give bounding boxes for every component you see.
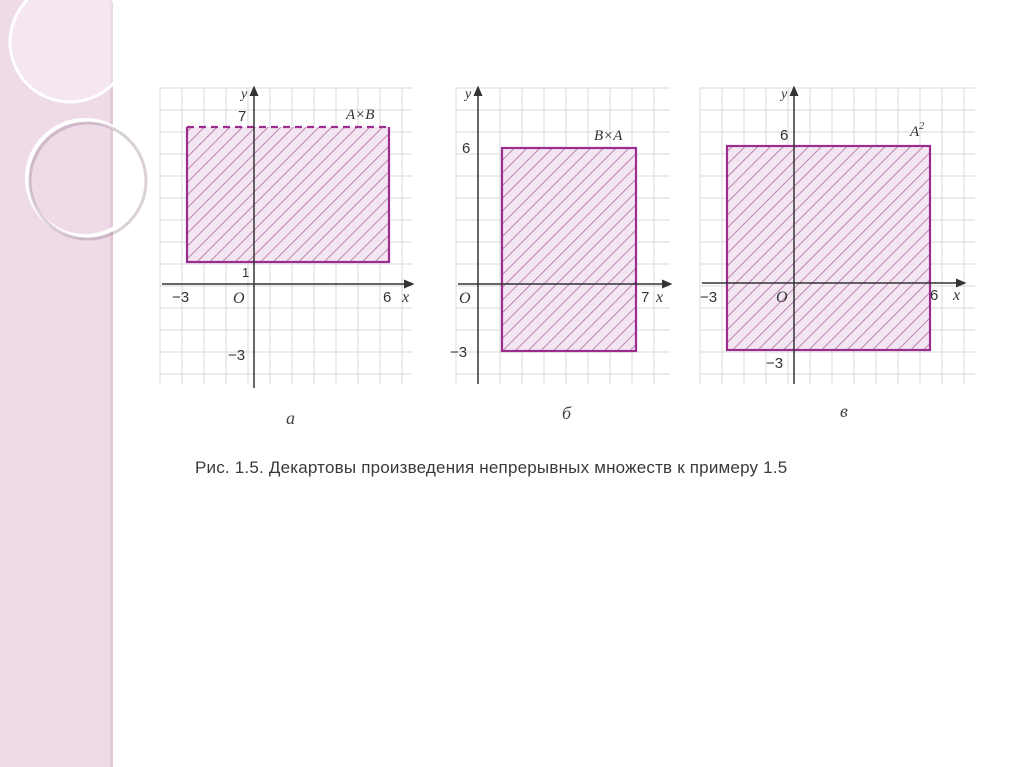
panel-a-x-label: x xyxy=(402,289,410,306)
panel-c-x-label: x xyxy=(953,287,961,304)
panel-a-tick-x-max: 6 xyxy=(383,289,392,306)
panel-a-tick-y-max: 7 xyxy=(238,108,247,125)
panel-a-set-label: A×B xyxy=(346,107,375,123)
panel-c-tick-y-min: −3 xyxy=(766,355,784,372)
panel-c-set-label xyxy=(909,121,924,140)
panel-c-letter: в xyxy=(840,401,848,421)
panel-b-tick-y-max: 6 xyxy=(462,140,471,157)
figure-caption: Рис. 1.5. Декартовы произведения непрерывных множеств к примеру 1.5 xyxy=(195,458,788,477)
panel-c-set-label-sup: 2 xyxy=(919,121,925,132)
panel-a-letter: а xyxy=(286,408,295,428)
panel-b-tick-y-min: −3 xyxy=(450,344,468,361)
panel-c-tick-y-max: 6 xyxy=(780,127,789,144)
panel-b-tick-x-max: 7 xyxy=(641,289,650,306)
panel-c-y-label: y xyxy=(781,87,788,102)
panel-c-set-label-base: A xyxy=(910,124,920,140)
panel-a xyxy=(160,87,412,428)
panel-b-set-label: B×A xyxy=(594,128,623,144)
panel-a-set-region xyxy=(187,127,389,262)
panel-c-set-region xyxy=(727,146,930,350)
panel-b-x-label: x xyxy=(656,289,664,306)
panel-c-tick-x-max: 6 xyxy=(930,287,939,304)
panel-b-origin-label: O xyxy=(459,290,471,307)
panel-a-origin-label: O xyxy=(233,290,245,307)
panel-b xyxy=(450,87,670,423)
panel-b-y-label: y xyxy=(465,87,472,102)
panel-a-y-label: y xyxy=(241,87,248,102)
panel-b-letter: б xyxy=(562,403,572,423)
panel-c-origin-label: O xyxy=(776,289,788,306)
panel-a-tick-y-min: −3 xyxy=(228,347,246,364)
panel-a-tick-x-min: −3 xyxy=(172,289,190,306)
panel-a-tick-y-one: 1 xyxy=(242,265,250,280)
panel-c-tick-x-min: −3 xyxy=(700,289,718,306)
panel-c xyxy=(700,87,975,421)
panel-b-set-region xyxy=(502,148,636,351)
